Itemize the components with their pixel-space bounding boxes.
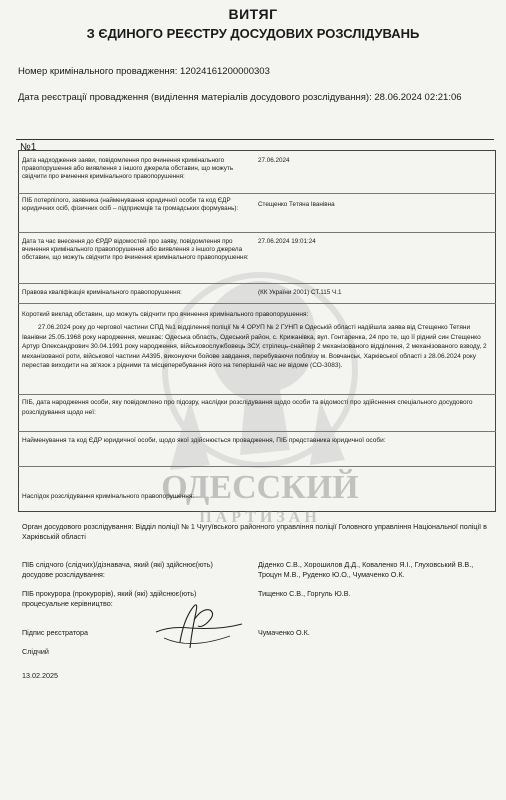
seal-text-bottom: ПАРТИЗАН [199,509,321,526]
document-subtitle: З ЄДИНОГО РЕЄСТРУ ДОСУДОВИХ РОЗСЛІДУВАНЬ [86,26,420,41]
summary-text: 27.06.2024 року до чергової частини СПД №1 відділення поліції № 4 ОРУП № 2 ГУНП в Одеській області надійшла заява від Стещенко Тетяни Іванівни 25.05.1968 року народження, мешкає: Одеська область, Одеський район, с. Крижанівка, вул. Гонтаренка, 24 про те, що її рідний син Стещенко Артур Олександрович 30.04.1991 року народження, військовослужбовець ЗСУ, стрілець-снайпер 2 механізованого відділення, 2 механізованого взводу, 2 механізованої роти, військової частини А4395, виконуючи бойове завдання, перебуваючи поблизу м. Вовчанськ, Харківської області з 28.06.2024 року перестав виходити на зв'язок з рідними та місцеперебування його на теперішній час не відоме (СО-3083). [22,324,487,369]
investigation-organ: Орган досудового розслідування: Відділ поліції № 1 Чугуївського районного управління поліції Головного управління Національної поліції в Харківській області [22,522,487,541]
row-label-received-date: Дата надходження заяви, повідомлення про вчинення кримінального правопорушення або виявлення з іншого джерела обставин, що можуть свідчити про вчинення кримінального правопорушення: [22,157,234,180]
row-label-qualification: Правова кваліфікація кримінального правопорушення: [22,289,182,296]
registrar-signature [150,598,246,652]
case-number: Номер кримінального провадження: 12024161200000303 [18,66,270,77]
registration-date: Дата реєстрації провадження (виділення матеріалів досудового розслідування): 28.06.2024 02:21:06 [18,92,462,103]
registrar-name: Чумаченко О.К. [258,628,310,637]
investigators-label: ПІБ слідчого (слідчих)/дізнавача, який (які) здійснює(ють) досудове розслідування: [22,560,213,579]
row-divider [18,431,496,432]
row-label-entry-date: Дата та час внесення до ЄРДР відомостей про заяву, повідомлення про вчинення кримінального правопорушення або виявлення з іншого джерела обставин, що можуть свідчити про вчинення кримінального правопорушення: [22,238,249,261]
divider [16,139,494,140]
row-value-received-date: 27.06.2024 [258,157,290,164]
prosecutors-value: Тищенко С.В., Горгуль Ю.В. [258,589,351,598]
seal-text-top: ОДЕССКИЙ [161,469,359,506]
row-divider [18,283,496,284]
row-value-qualification: (КК України 2001) СТ.115 Ч.1 [258,289,342,296]
row-divider [18,193,496,194]
row-value-entry-date: 27.06.2024 19:01:24 [258,238,316,245]
legal-entity-label: Найменування та код ЄДР юридичної особи, щодо якої здійснюється провадження, ПІБ представника юридичної особи: [22,437,386,444]
entry-number: №1 [20,142,37,153]
registrar-role: Слідчий [22,647,49,656]
prosecutors-label: ПІБ прокурора (прокурорів), який (які) здійснює(ють) процесуальне керівництво: [22,589,197,608]
suspect-info-label: ПІБ, дата народження особи, яку повідомлено про підозру, наслідки розслідування щодо особи та відомості про здійснення спеціального досудового розслідування щодо неї: [22,399,473,416]
row-divider [18,466,496,467]
row-label-victim: ПІБ потерпілого, заявника (найменування юридичної особи та код ЄДР юридичних осіб, фізичних осіб – підприємців та громадських формувань): [22,197,239,212]
outcome-label: Наслідок розслідування кримінального правопорушення: [22,493,195,500]
registrar-label: Підпис реєстратора [22,628,89,637]
investigators-value: Діденко С.В., Хорошилов Д.Д., Коваленко Я.І., Глуховський В.В., Троцун М.В., Руденко Ю.О., Чумаченко О.К. [258,560,474,579]
document-title: ВИТЯГ [228,6,278,22]
document-date: 13.02.2025 [22,671,58,680]
row-value-victim: Стещенко Тетяна Іванівна [258,201,335,208]
summary-title: Короткий виклад обставин, що можуть свідчити про вчинення кримінального правопорушення: [22,311,309,318]
row-divider [18,232,496,233]
row-divider [18,303,496,304]
row-divider [18,394,496,395]
